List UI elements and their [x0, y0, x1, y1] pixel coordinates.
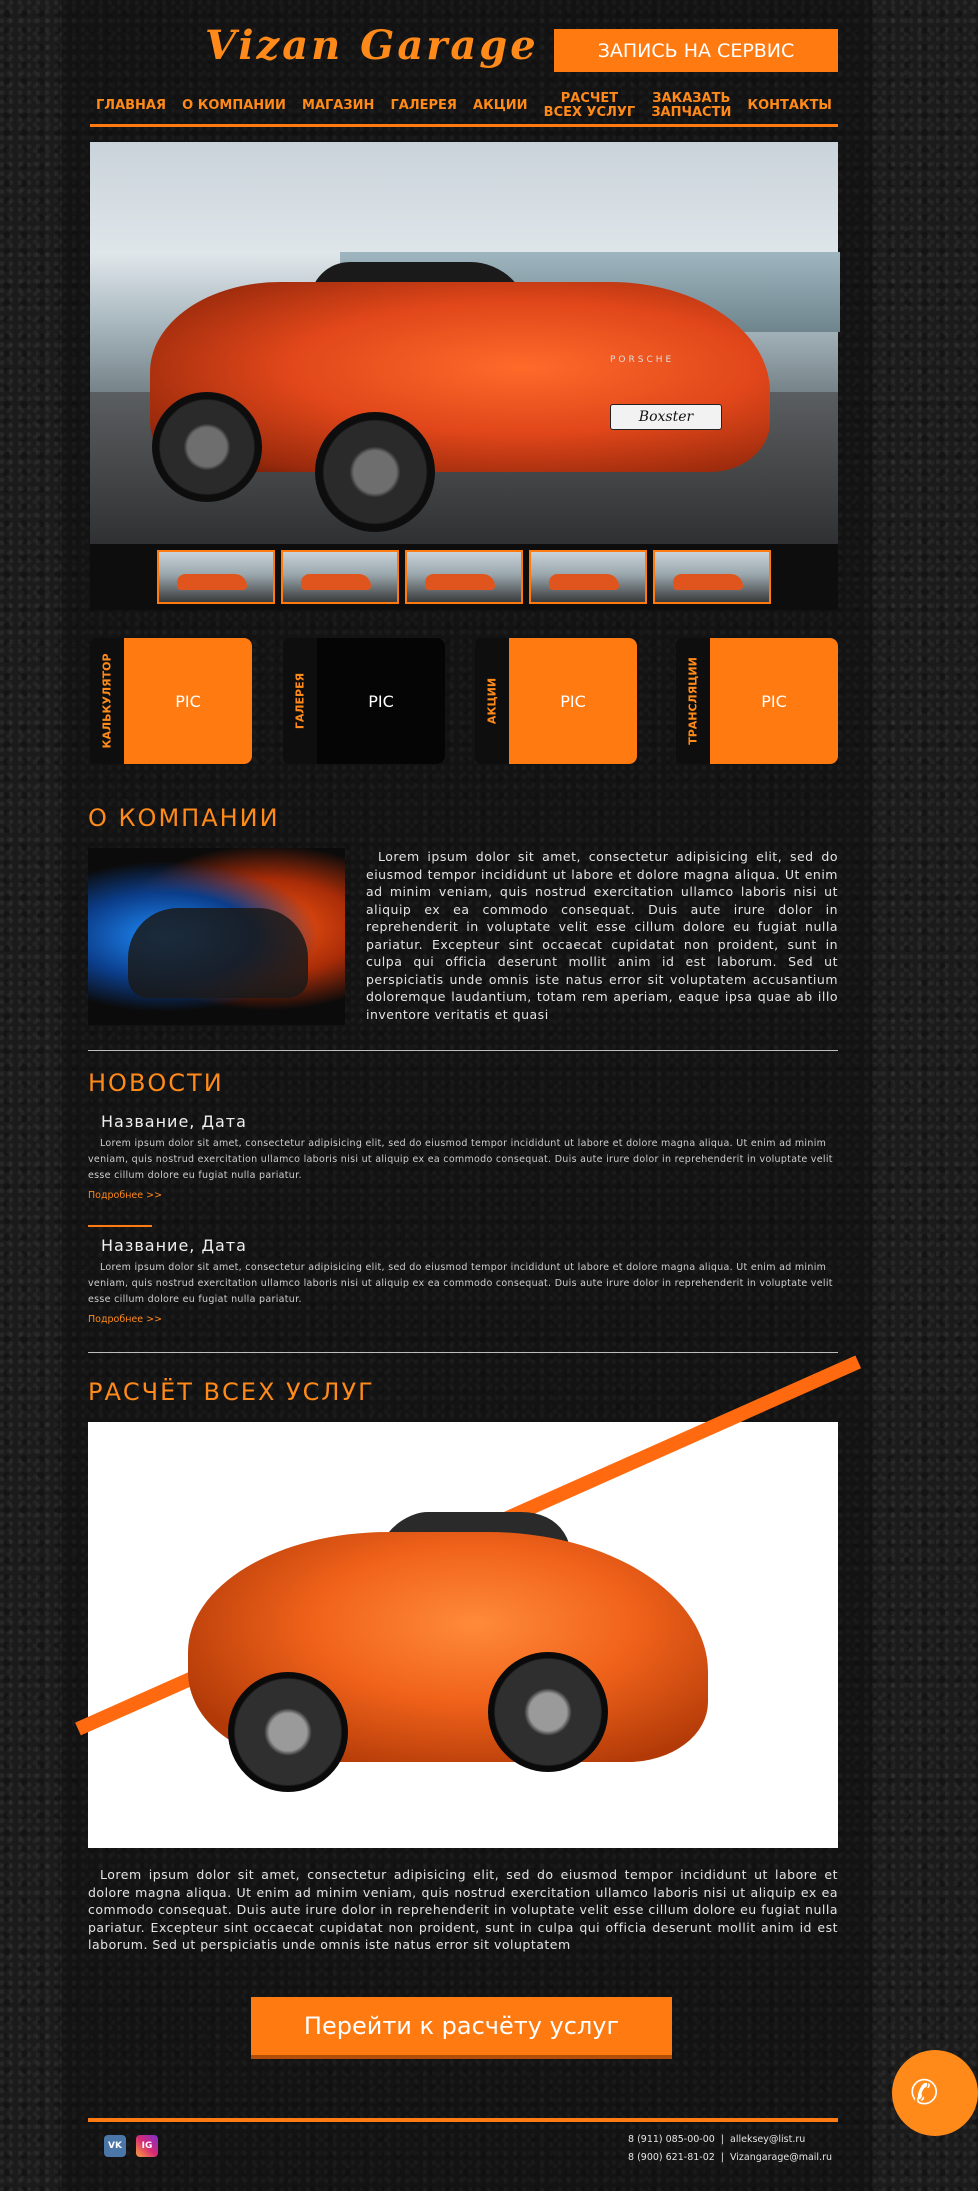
footer-email[interactable]: alleksey@list.ru	[730, 2134, 806, 2145]
news-item-text: Lorem ipsum dolor sit amet, consectetur adipisicing elit, sed do eiusmod tempor incididunt ut labore et dolore magna aliqua. Ut enim ad minim veniam, quis nostrud exercitation ullamco laboris nisi ut aliquip ex ea commodo consequat. Duis aute irure dolor in reprehenderit in voluptate velit esse cillum dolore eu fugiat nulla pariatur.	[88, 1262, 833, 1305]
card-side-label	[283, 638, 317, 764]
slider-thumbnail[interactable]	[653, 550, 771, 604]
footer-separator: |	[720, 2134, 724, 2145]
nav-item-home[interactable]: ГЛАВНАЯ	[96, 98, 167, 113]
slider-thumbnails	[90, 544, 838, 610]
divider	[88, 1352, 838, 1353]
phone-call-button[interactable]	[892, 2050, 978, 2136]
calc-car-wheel-rear	[488, 1652, 608, 1772]
news-separator	[88, 1225, 152, 1227]
card-side-label	[676, 638, 710, 764]
calc-text: Lorem ipsum dolor sit amet, consectetur adipisicing elit, sed do eiusmod tempor incididunt ut labore et dolore magna aliqua. Ut enim ad minim veniam, quis nostrud exercitation ullamco laboris nisi ut aliquip ex ea commodo consequat. Duis aute irure dolor in reprehenderit in voluptate velit esse cillum dolore eu fugiat nulla pariatur. Excepteur sint occaecat cupidatat non proident, sunt in culpa qui officia deserunt mollit anim id est laborum. Sed ut perspiciatis unde omnis iste natus error sit voluptatem	[88, 1867, 838, 1952]
footer-email[interactable]: Vizangarage@mail.ru	[730, 2152, 833, 2163]
news-item-more-link[interactable]: Подробнее >>	[88, 1314, 163, 1325]
footer-divider	[88, 2118, 838, 2122]
card-promotions[interactable]	[475, 638, 637, 764]
hero-car-plate: Boxster	[610, 404, 722, 430]
go-to-calc-button[interactable]: Перейти к расчёту услуг	[251, 1997, 672, 2055]
calc-title: РАСЧЁТ ВСЕХ УСЛУГ	[88, 1378, 375, 1406]
news-item-text: Lorem ipsum dolor sit amet, consectetur adipisicing elit, sed do eiusmod tempor incididunt ut labore et dolore magna aliqua. Ut enim ad minim veniam, quis nostrud exercitation ullamco laboris nisi ut aliquip ex ea commodo consequat. Duis aute irure dolor in reprehenderit in voluptate velit esse cillum dolore eu fugiat nulla pariatur.	[88, 1138, 833, 1181]
nav-item-contacts[interactable]: КОНТАКТЫ	[747, 98, 832, 113]
news-item-heading[interactable]: Название, Дата	[101, 1112, 247, 1131]
card-side-label	[475, 638, 509, 764]
slider-thumbnail[interactable]	[157, 550, 275, 604]
footer-phone[interactable]: 8 (900) 621-81-02	[628, 2152, 715, 2163]
card-gallery-label: ГАЛЕРЕЯ	[293, 672, 307, 730]
about-title: О КОМПАНИИ	[88, 804, 280, 832]
nav-item-about[interactable]: О КОМПАНИИ	[182, 98, 286, 113]
card-calculator[interactable]	[90, 638, 252, 764]
footer-phone[interactable]: 8 (911) 085-00-00	[628, 2134, 715, 2145]
slider-thumbnail[interactable]	[529, 550, 647, 604]
calc-car-wheel-front	[228, 1672, 348, 1792]
about-car-image	[88, 848, 345, 1025]
nav-item-gallery[interactable]: ГАЛЕРЕЯ	[390, 98, 457, 113]
footer-contact-row	[628, 2134, 838, 2145]
card-promotions-label: АКЦИИ	[485, 677, 499, 725]
slider-thumbnail[interactable]	[281, 550, 399, 604]
card-gallery[interactable]	[283, 638, 445, 764]
news-title: НОВОСТИ	[88, 1069, 224, 1097]
hero-slider-image	[90, 142, 838, 544]
card-broadcasts[interactable]	[676, 638, 838, 764]
news-item-more-link[interactable]: Подробнее >>	[88, 1190, 163, 1201]
vk-icon[interactable]: VK	[104, 2135, 126, 2157]
divider	[88, 1050, 838, 1051]
card-broadcasts-label: ТРАНСЛЯЦИИ	[686, 657, 700, 745]
card-gallery-pic: PIC	[317, 638, 445, 764]
phone-icon: ✆	[910, 2073, 939, 2113]
hero-car-wheel-rear	[315, 412, 435, 532]
card-broadcasts-pic: PIC	[710, 638, 838, 764]
book-service-button[interactable]: ЗАПИСЬ НА СЕРВИС	[554, 29, 838, 72]
card-side-label	[90, 638, 124, 764]
slider-thumbnail[interactable]	[405, 550, 523, 604]
site-logo[interactable]: Vizan Garage	[205, 22, 539, 69]
instagram-icon[interactable]: IG	[136, 2135, 158, 2157]
main-nav	[90, 88, 838, 127]
nav-item-promotions[interactable]: АКЦИИ	[473, 98, 528, 113]
card-calculator-label: КАЛЬКУЛЯТОР	[100, 653, 114, 749]
card-promotions-pic: PIC	[509, 638, 637, 764]
calc-car-image	[88, 1422, 838, 1848]
footer-separator: |	[720, 2152, 724, 2163]
footer-contact-row	[628, 2152, 838, 2163]
card-calculator-pic: PIC	[124, 638, 252, 764]
nav-item-shop[interactable]: МАГАЗИН	[302, 98, 375, 113]
nav-item-services-calc[interactable]: РАСЧЕТ ВСЕХ УСЛУГ	[543, 91, 636, 120]
nav-item-order-parts[interactable]: ЗАКАЗАТЬ ЗАПЧАСТИ	[651, 91, 732, 120]
about-text: Lorem ipsum dolor sit amet, consectetur adipisicing elit, sed do eiusmod tempor incididunt ut labore et dolore magna aliqua. Ut enim ad minim veniam, quis nostrud exercitation ullamco laboris nisi ut aliquip ex ea commodo consequat. Duis aute irure dolor in reprehenderit in voluptate velit esse cillum dolore eu fugiat nulla pariatur. Excepteur sint occaecat cupidatat non proident, sunt in culpa qui officia deserunt mollit anim id est laborum. Sed ut perspiciatis unde omnis iste natus error sit voluptatem accusantium doloremque laudantium, totam rem aperiam, eaque ipsa quae ab illo inventore veritatis et quasi	[366, 849, 838, 1022]
hero-car-brand: PORSCHE	[610, 355, 675, 365]
hero-car-wheel-front	[152, 392, 262, 502]
about-car-shape	[128, 908, 308, 998]
news-item-heading[interactable]: Название, Дата	[101, 1236, 247, 1255]
